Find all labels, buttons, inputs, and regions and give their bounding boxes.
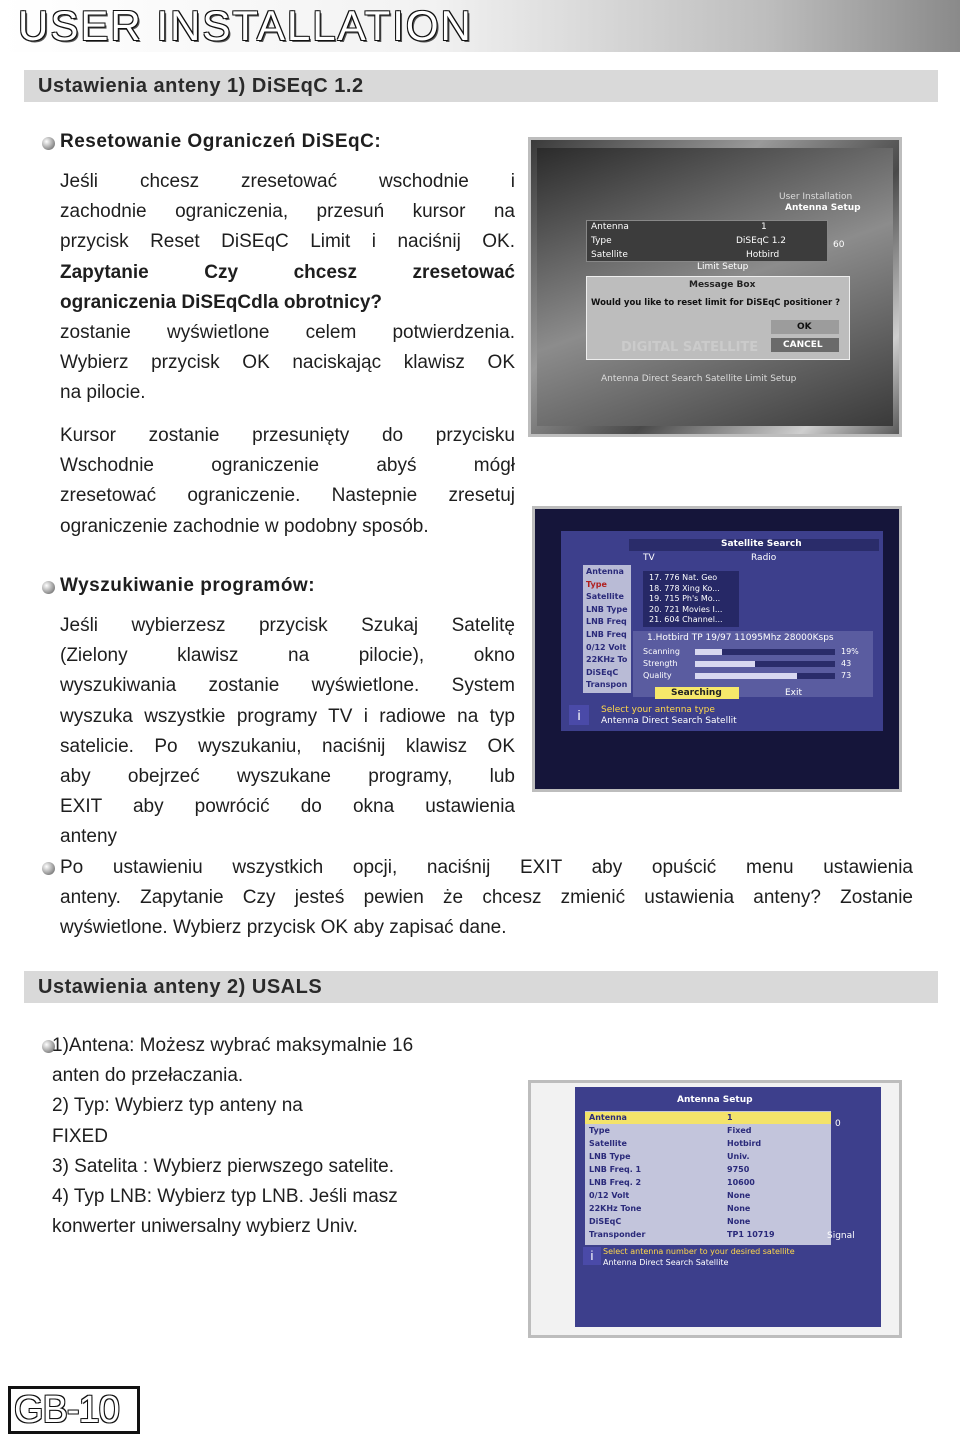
search-hint-1: Select your antenna type	[601, 705, 715, 715]
text-line: aby obejrzeć wyszukane programy, lub	[60, 765, 515, 787]
page-title: USER INSTALLATION	[18, 2, 473, 49]
setup-row-label: LNB Freq. 1	[589, 1165, 642, 1174]
reset-heading: Resetowanie Ograniczeń DiSEqC:	[60, 131, 382, 152]
text-line: zresetować ograniczenie. Nastepnie zresetuj	[60, 485, 515, 507]
reset-paragraph	[60, 167, 515, 409]
left-menu-item: Satellite	[586, 592, 624, 602]
osd-watermark: DIGITAL SATELLITE	[621, 340, 759, 355]
signal-bar-fill	[695, 649, 722, 655]
setup-row-value: None	[727, 1204, 751, 1213]
setup-title: Antenna Setup	[677, 1095, 753, 1105]
col-tv: TV	[643, 553, 655, 563]
text-line: satelicie. Po wyszukaniu, naciśnij klawisz OK	[60, 735, 515, 757]
signal-label: Quality	[643, 671, 672, 680]
cancel-button-label: CANCEL	[783, 340, 823, 350]
page-number: GB-10	[14, 1389, 119, 1431]
text-line: Zapytanie Czy chcesz zresetować	[60, 261, 515, 283]
setup-row-value: Univ.	[727, 1152, 750, 1161]
setup-row-label: LNB Type	[589, 1152, 631, 1161]
osd-row-value: Hotbird	[746, 250, 780, 260]
text-line: Wybierz przycisk OK naciskając klawisz OK	[60, 352, 515, 374]
text-line: zostanie wyświetlone celem potwierdzenia.	[60, 321, 515, 343]
text-line: 4) Typ LNB: Wybierz typ LNB. Jeśli masz	[52, 1185, 398, 1207]
search-paragraph	[60, 611, 515, 853]
setup-row-label: Satellite	[589, 1139, 627, 1148]
text-line: Wschodnie ograniczenie abyś mógł	[60, 455, 515, 477]
text-line: zachodnie ograniczenia, przesuń kursor na	[60, 201, 515, 223]
text-line: Po ustawieniu wszystkich opcji, naciśnij EXIT aby opuścić menu ustawienia	[60, 857, 913, 878]
col-radio: Radio	[751, 553, 777, 563]
text-line: (Zielony klawisz na pilocie), okno	[60, 645, 515, 667]
text-line: 2) Typ: Wybierz typ anteny na	[52, 1095, 303, 1117]
setup-row-label: Antenna	[589, 1113, 627, 1122]
text-line: FIXED	[52, 1125, 108, 1147]
search-hint-2: Antenna Direct Search Satellit	[601, 716, 737, 726]
signal-bar-track	[695, 661, 835, 667]
setup-row-label: 22KHz Tone	[589, 1204, 642, 1213]
left-menu-item: 0/12 Volt	[586, 642, 627, 652]
setup-signal: Signal	[827, 1231, 855, 1241]
setup-row-value: TP1 10719	[727, 1230, 775, 1239]
setup-row-value: 9750	[727, 1165, 750, 1174]
tp-line: 1.Hotbird TP 19/97 11095Mhz 28000Ksps	[647, 633, 834, 643]
channel-item: 21. 604 Channel...	[649, 615, 723, 624]
setup-row-value: None	[727, 1191, 751, 1200]
left-menu-item: LNB Freq	[586, 630, 627, 639]
text-line: Jeśli wybierzesz przycisk Szukaj Satelitę	[60, 615, 515, 636]
signal-bar-fill	[695, 661, 755, 667]
text-line: anten do przełaczania.	[52, 1065, 244, 1087]
setup-row-value: 10600	[727, 1178, 755, 1187]
osd-side-value: 60	[833, 240, 845, 250]
osd-row-value: 1	[761, 222, 767, 232]
text-line: wyszuka wszystkie programy TV i radiowe na typ	[60, 705, 515, 727]
usals-paragraph	[52, 1031, 472, 1242]
channel-item: 17. 776 Nat. Geo	[649, 573, 718, 582]
setup-row-label: DiSEqC	[589, 1217, 622, 1226]
osd-row-value: DiSEqC 1.2	[736, 236, 787, 246]
text-line: anteny	[60, 826, 118, 848]
searching-button-label: Searching	[671, 688, 722, 698]
text-line: wyszukiwania zostanie wyświetlone. System	[60, 675, 515, 697]
setup-row-value: None	[727, 1217, 751, 1226]
section-heading-text: Ustawienia anteny 2) USALS	[38, 976, 323, 998]
text-line: 1)Antena: Możesz wybrać maksymalnie 16	[52, 1035, 414, 1056]
ok-button-label: OK	[797, 322, 812, 332]
osd-footer: Antenna Direct Search Satellite Limit Setup	[601, 374, 797, 384]
setup-hint-2: Antenna Direct Search Satellite	[603, 1258, 729, 1267]
bullet-icon	[42, 581, 55, 594]
setup-row-label: 0/12 Volt	[589, 1191, 630, 1200]
bullet-icon	[42, 862, 55, 875]
bullet-icon	[42, 137, 55, 150]
text-line: ograniczenie zachodnie w podobny sposób.	[60, 515, 429, 537]
channel-item: 18. 778 Xing Ko...	[649, 583, 720, 593]
osd-row-label: Type	[591, 236, 612, 246]
setup-row-value: Hotbird	[727, 1139, 762, 1148]
text-line: Kursor zostanie przesunięty do przycisku	[60, 425, 515, 446]
left-menu-item: Transpon	[586, 680, 628, 690]
osd-row-label: Antenna	[591, 222, 629, 232]
final-paragraph	[60, 853, 913, 944]
signal-label: Strength	[643, 659, 678, 668]
setup-hint-1: Select antenna number to your desired satellite	[603, 1247, 795, 1256]
signal-bar-fill	[695, 673, 797, 679]
signal-value: 19%	[841, 647, 859, 656]
channel-item: 20. 721 Movies I...	[649, 604, 723, 614]
exit-button-label[interactable]: Exit	[785, 688, 803, 698]
cursor-paragraph	[60, 421, 515, 542]
osd-limit-title: Limit Setup	[697, 262, 749, 272]
info-icon: i	[569, 705, 589, 725]
text-line: anteny. Zapytanie Czy jesteś pewien że chcesz zmienić ustawienia anteny? Zostanie	[60, 887, 913, 909]
antenna-setup-screenshot	[528, 1080, 902, 1338]
signal-bar-track	[695, 673, 835, 679]
text-line: EXIT aby powrócić do okna ustawienia	[60, 796, 515, 818]
setup-side-value: 0	[835, 1119, 841, 1129]
message-box-question: Would you like to reset limit for DiSEqC positioner ?	[591, 298, 841, 308]
left-menu-item: Type	[586, 579, 607, 589]
text-line: ograniczenia DiSEqCdla obrotnicy?	[60, 291, 382, 313]
setup-row-label: LNB Freq. 2	[589, 1178, 642, 1187]
text-line: na pilocie.	[60, 382, 146, 404]
signal-bar-track	[695, 649, 835, 655]
left-menu-item: DiSEqC	[586, 667, 619, 677]
left-menu-item: LNB Type	[586, 604, 628, 614]
limit-setup-screenshot	[528, 137, 902, 437]
text-line: Jeśli chcesz zresetować wschodnie i	[60, 171, 515, 192]
setup-row-label: Type	[589, 1126, 610, 1135]
signal-value: 73	[841, 671, 852, 680]
satellite-search-screenshot	[532, 506, 902, 792]
section-heading-text: Ustawienia anteny 1) DiSEqC 1.2	[38, 75, 364, 97]
section-heading-usals	[24, 971, 938, 1003]
setup-row-label: Transponder	[589, 1230, 646, 1239]
text-line: przycisk Reset DiSEqC Limit i naciśnij OK.	[60, 231, 515, 253]
search-heading: Wyszukiwanie programów:	[60, 575, 316, 596]
search-title: Satellite Search	[721, 539, 802, 549]
channel-item: 19. 715 Ph's Mo...	[649, 594, 721, 603]
left-menu-item: LNB Freq	[586, 617, 627, 627]
info-icon: i	[583, 1247, 601, 1265]
osd-row-label: Satellite	[591, 250, 628, 260]
signal-value: 43	[841, 659, 852, 668]
setup-row-value: Fixed	[727, 1126, 752, 1135]
setup-row-value: 1	[727, 1113, 733, 1122]
text-line: konwerter uniwersalny wybierz Univ.	[52, 1216, 358, 1238]
signal-label: Scanning	[643, 647, 680, 656]
left-menu-item: 22KHz To	[586, 655, 628, 665]
osd-header-2: Antenna Setup	[785, 203, 861, 213]
section-heading-diseqc	[24, 70, 938, 102]
osd-header-1: User Installation	[779, 192, 853, 202]
left-menu-item: Antenna	[586, 567, 624, 576]
text-line: wyświetlone. Wybierz przycisk OK aby zapisać dane.	[60, 917, 507, 939]
text-line: 3) Satelita : Wybierz pierwszego satelite.	[52, 1155, 394, 1177]
message-box-title: Message Box	[689, 280, 756, 290]
